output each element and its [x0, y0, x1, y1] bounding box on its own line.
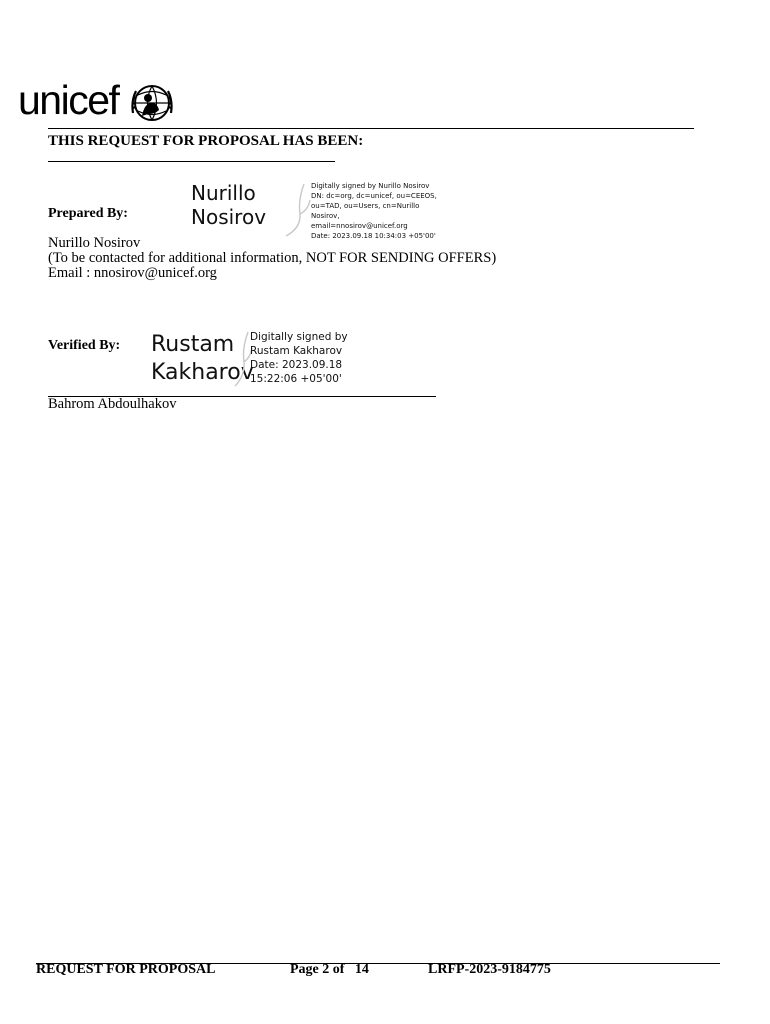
prepared-signature-detail-line: ou=TAD, ou=Users, cn=Nurillo: [311, 202, 420, 210]
title-underline: [48, 161, 335, 162]
footer-doc-type: REQUEST FOR PROPOSAL: [36, 962, 216, 977]
verified-person-name: Bahrom Abdoulhakov: [48, 396, 177, 412]
verified-signature-detail-line: 15:22:06 +05'00': [250, 373, 342, 385]
verified-signature-first-name: Rustam: [151, 332, 235, 357]
prepared-signature-detail-line: DN: dc=org, dc=unicef, ou=CEEOS,: [311, 192, 437, 200]
verified-signature-detail-line: Date: 2023.09.18: [250, 359, 343, 371]
unicef-emblem-icon: [130, 83, 174, 125]
prepared-person-name: Nurillo Nosirov: [48, 235, 141, 251]
signature-flourish-icon: [280, 180, 314, 240]
prepared-signature-detail-line: email=nnosirov@unicef.org: [311, 222, 408, 230]
prepared-signature-first-name: Nurillo: [191, 181, 256, 205]
prepared-signature-name: [191, 181, 266, 230]
prepared-signature-detail-line: Nosirov,: [311, 212, 340, 220]
prepared-by-label: Prepared By:: [48, 206, 128, 221]
prepared-email: Email : nnosirov@unicef.org: [48, 265, 217, 281]
header-rule: [48, 128, 694, 129]
prepared-signature-detail-line: Digitally signed by Nurillo Nosirov: [311, 182, 430, 190]
prepared-signature-detail-line: Date: 2023.09.18 10:34:03 +05'00': [311, 232, 436, 240]
prepared-contact-block: [48, 236, 496, 281]
verified-signature-detail-line: Rustam Kakharov: [250, 345, 343, 357]
verified-signature-details: [250, 330, 348, 386]
prepared-signature-details: [311, 181, 437, 241]
page-title: THIS REQUEST FOR PROPOSAL HAS BEEN:: [48, 133, 364, 149]
unicef-logo-text: unicef: [18, 77, 119, 123]
verified-signature-detail-line: Digitally signed by: [250, 331, 348, 343]
verified-signature-last-name: Kakharov: [151, 360, 254, 385]
prepared-contact-note: (To be contacted for additional information, NOT FOR SENDING OFFERS): [48, 250, 497, 266]
prepared-signature-last-name: Nosirov: [191, 205, 267, 230]
footer-reference: LRFP-2023-9184775: [428, 962, 551, 977]
footer-page-number: Page 2 of 14: [290, 962, 369, 977]
verified-by-label: Verified By:: [48, 338, 121, 353]
